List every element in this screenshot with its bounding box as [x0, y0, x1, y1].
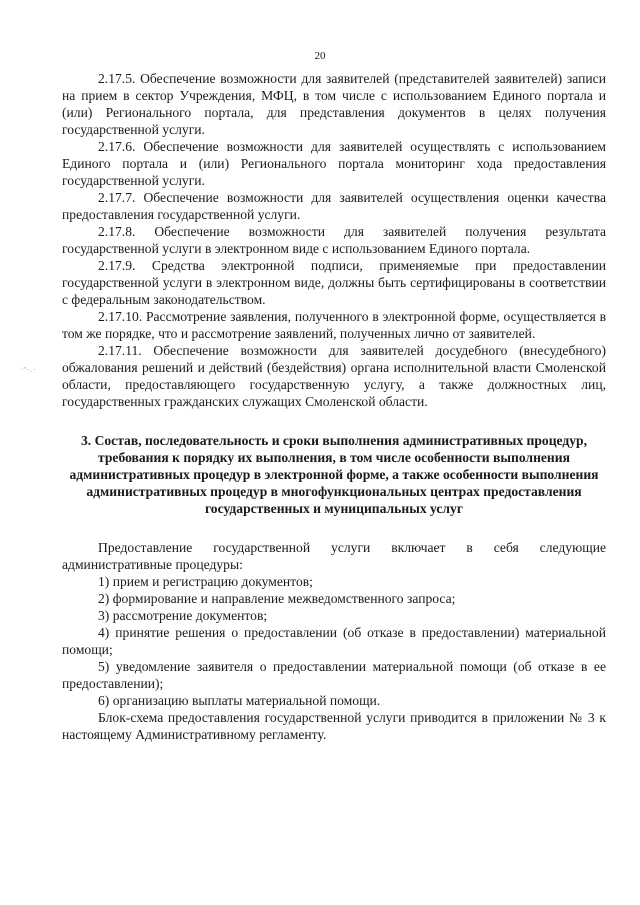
paragraph-2-17-10: 2.17.10. Рассмотрение заявления, полученного в электронной форме, осуществляется в том же порядке, что и рассмотрение заявлений, полученных лично от заявителей.: [62, 309, 606, 341]
paragraph-2-17-8: 2.17.8. Обеспечение возможности для заявителей получения результата государственной услуги в электронном виде с использованием Единого портала.: [62, 224, 606, 256]
procedure-item: 5) уведомление заявителя о предоставлении материальной помощи (об отказе в ее предоставлении);: [62, 659, 606, 691]
paragraph-2-17-6: 2.17.6. Обеспечение возможности для заявителей осуществлять с использованием Единого портала и (или) Регионального портала мониторинг хода предоставления государственной услуги.: [62, 139, 606, 188]
procedure-item: 2) формирование и направление межведомственного запроса;: [98, 591, 456, 606]
scan-artifact: ·ʺ·.·: [20, 366, 37, 374]
paragraph-2-17-11: 2.17.11. Обеспечение возможности для заявителей досудебного (внесудебного) обжалования решений и действий (бездействия) органа исполнительной власти Смоленской области, предоставляющего государственную услугу, а также должностных лиц, государственных гражданских служащих Смоленской области.: [62, 343, 606, 409]
paragraph-2-17-9: 2.17.9. Средства электронной подписи, применяемые при предоставлении государственной услуги в электронном виде, должны быть сертифицированы в соответствии с федеральным законодательством.: [62, 258, 606, 307]
procedure-item: 6) организацию выплаты материальной помощи.: [98, 693, 381, 708]
section-3-title: 3. Состав, последовательность и сроки выполнения административных процедур, требования к порядку их выполнения, в том числе особенности выполнения административных процедур в электронной форме, а также особенности выполнения административных процедур в многофункциональных центрах предоставления государственных и муниципальных услуг: [69, 433, 599, 516]
page-content: [62, 70, 606, 743]
procedure-item: 1) прием и регистрацию документов;: [98, 574, 313, 589]
paragraph-2-17-7: 2.17.7. Обеспечение возможности для заявителей осуществления оценки качества предоставления государственной услуги.: [62, 190, 606, 222]
procedures-intro: Предоставление государственной услуги включает в себя следующие административные процедуры:: [62, 540, 606, 572]
paragraph-2-17-5: 2.17.5. Обеспечение возможности для заявителей (представителей заявителей) записи на прием в сектор Учреждения, МФЦ, в том числе с использованием Единого портала и (или) Регионального портала, для представления документов в целях получения государственной услуги.: [62, 71, 606, 137]
closing-paragraph: Блок-схема предоставления государственной услуги приводится в приложении № 3 к настоящему Административному регламенту.: [62, 710, 606, 742]
procedure-item: 4) принятие решения о предоставлении (об отказе в предоставлении) материальной помощи;: [62, 625, 606, 657]
procedure-item: 3) рассмотрение документов;: [98, 608, 268, 623]
page-number: 20: [314, 50, 326, 62]
